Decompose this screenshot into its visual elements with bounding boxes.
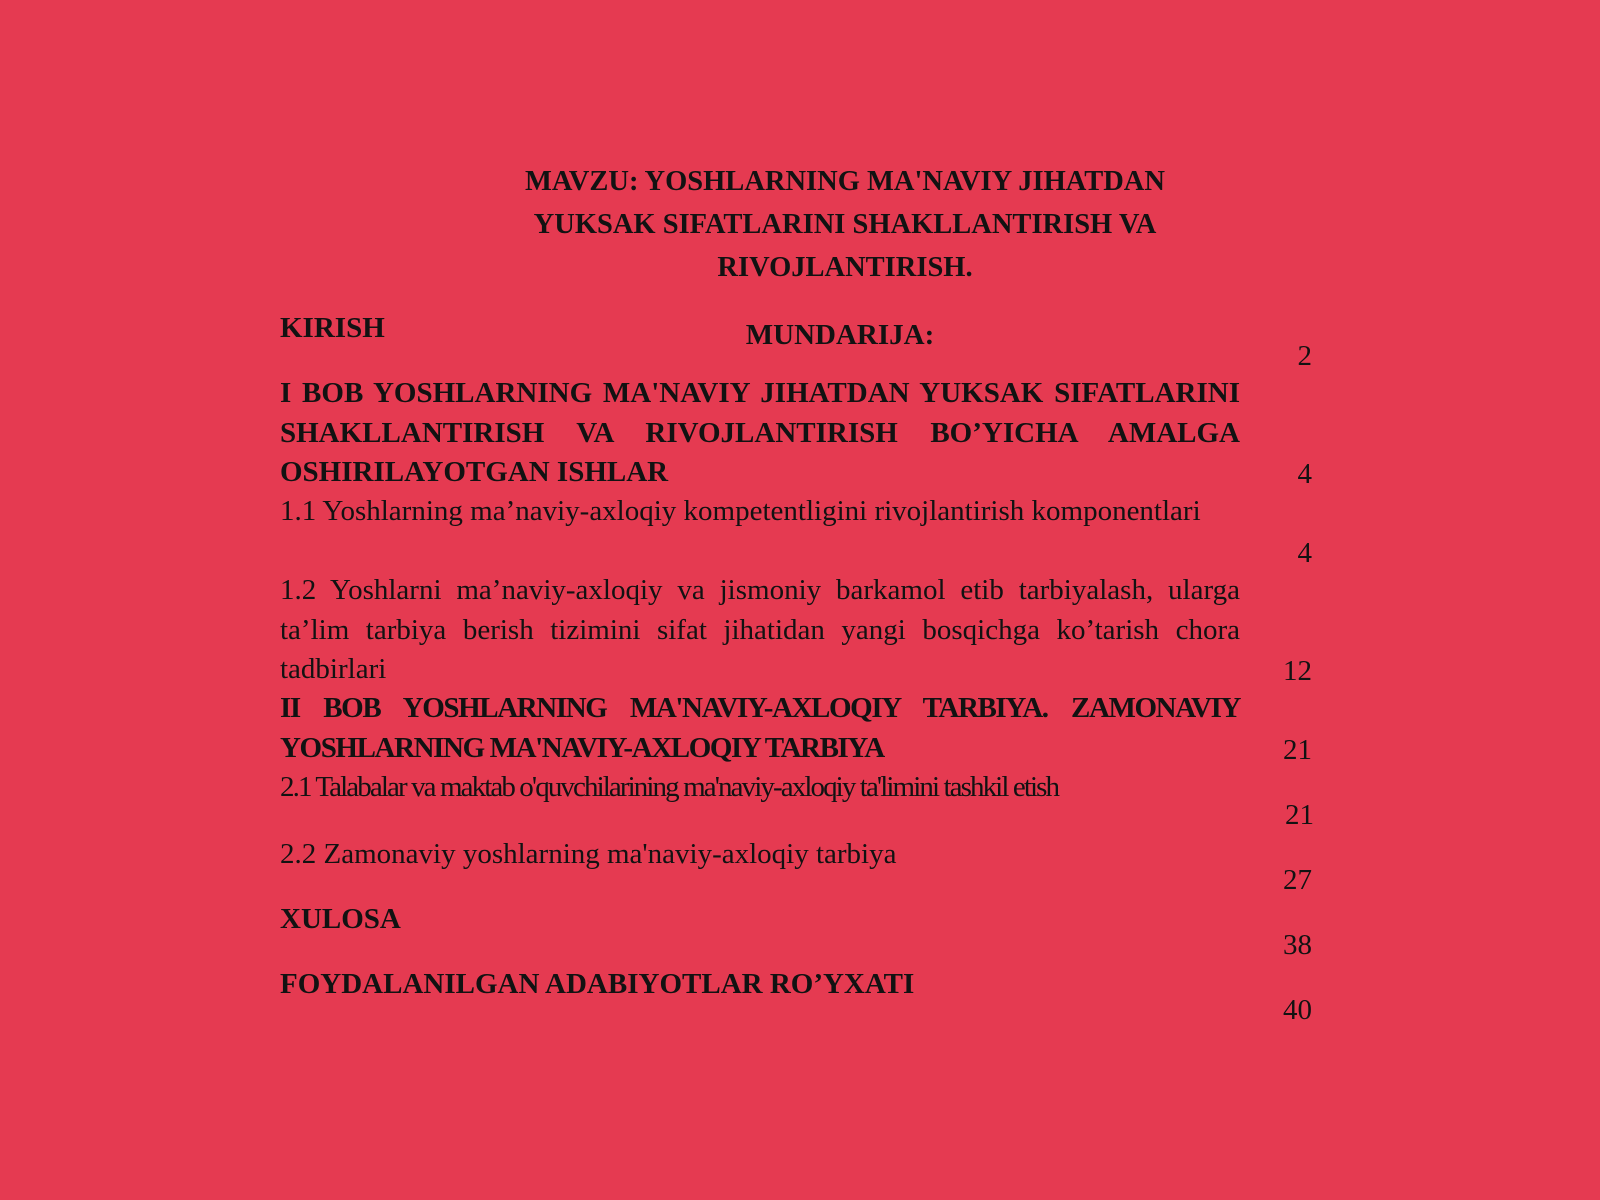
toc-heading: MUNDARIJA: <box>745 319 935 351</box>
toc-page-number: 38 <box>1283 929 1312 961</box>
toc-entry-chapter-2: II BOB YOSHLARNING MA'NAVIY-AXLOQIY TARBIYA. ZAMONAVIY YOSHLARNING MA'NAVIY-AXLOQIY TARBIYA <box>280 692 1240 764</box>
toc-page-number: 21 <box>1283 734 1312 766</box>
toc-page-number: 21 <box>1285 799 1314 831</box>
toc-page-number: 40 <box>1283 994 1312 1026</box>
toc-entry-xulosa: XULOSA <box>280 903 401 935</box>
toc-entry-section-1-1: 1.1 Yoshlarning ma’naviy-axloqiy kompetentligini rivojlantirish komponentlari <box>280 495 1201 527</box>
toc-page-number: 4 <box>1297 537 1312 569</box>
document-title: MAVZU: YOSHLARNING MA'NAVIY JIHATDAN YUKSAK SIFATLARINI SHAKLLANTIRISH VA RIVOJLANTIRISH. <box>525 166 1165 283</box>
toc-entry-kirish: KIRISH <box>280 312 385 344</box>
toc-entry-chapter-1: I BOB YOSHLARNING MA'NAVIY JIHATDAN YUKSAK SIFATLARINI SHAKLLANTIRISH VA RIVOJLANTIRISH BO’YICHA AMALGA OSHIRILAYOTGAN ISHLAR <box>280 377 1240 488</box>
toc-page-number: 2 <box>1297 340 1312 372</box>
toc-page-number: 12 <box>1283 655 1312 687</box>
toc-entry-section-2-2: 2.2 Zamonaviy yoshlarning ma'naviy-axloqiy tarbiya <box>280 838 897 870</box>
toc-page-number: 27 <box>1283 864 1312 896</box>
toc-entry-section-1-2: 1.2 Yoshlarni ma’naviy-axloqiy va jismoniy barkamol etib tarbiyalash, ularga ta’lim tarbiya berish tizimini sifat jihatidan yangi bosqichga ko’tarish chora tadbirlari <box>280 574 1240 685</box>
toc-page-number: 4 <box>1297 458 1312 490</box>
toc-entry-bibliography: FOYDALANILGAN ADABIYOTLAR RO’YXATI <box>280 968 915 1000</box>
toc-entry-section-2-1: 2.1 Talabalar va maktab o'quvchilarining ma'naviy-axloqiy ta'limini tashkil etish <box>280 771 1059 803</box>
